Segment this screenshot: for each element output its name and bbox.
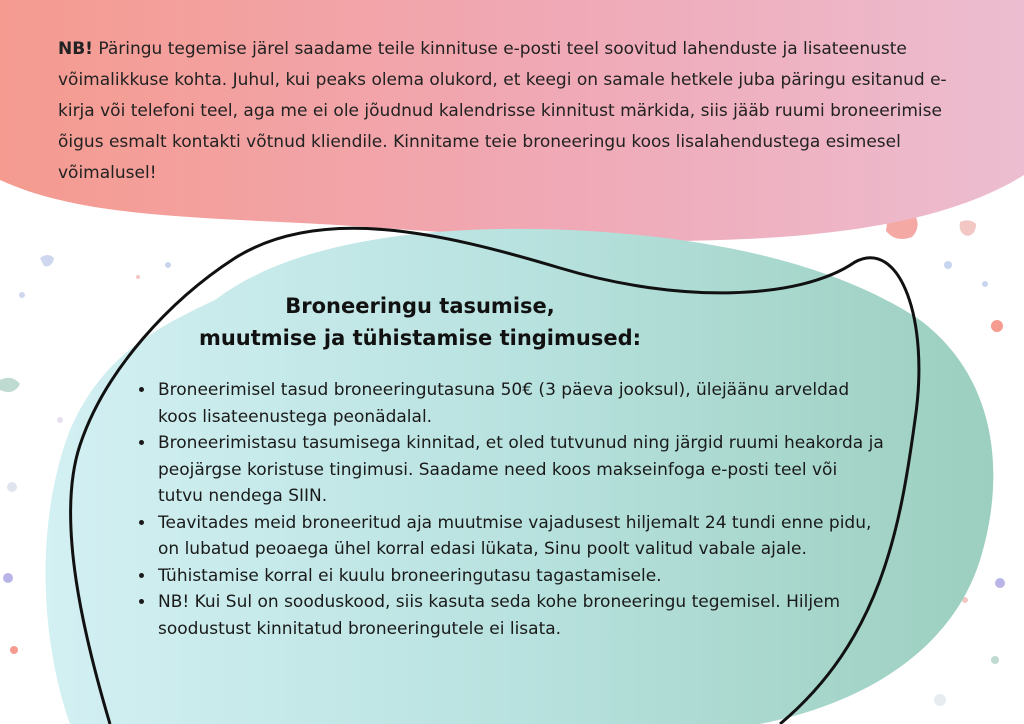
notice-label: NB!	[58, 39, 93, 59]
section-title	[150, 290, 690, 354]
terms-item: • Broneerimisel tasud broneeringutasuna 50€ (3 päeva jooksul), ülejäänu arveldad koos lisateenustega peonädalal.	[156, 377, 886, 430]
notice-text: Päringu tegemise järel saadame teile kinnituse e-posti teel soovitud lahenduste ja lisateenuste võimalikkuse kohta. Juhul, kui peaks olema olukord, et keegi on samale hetkele juba päringu esitanud e-kirja või telefoni teel, aga me ei ole jõudnud kalendrisse kinnitust märkida, siis jääb ruumi broneerimise õigus esmalt kontakti võtnud kliendile. Kinnitame teie broneeringu koos lisalahendustega esimesel võimalusel!	[58, 39, 947, 183]
terms-item: • Broneerimistasu tasumisega kinnitad, et oled tutvunud ning järgid ruumi heakorda ja peojärgse koristuse tingimusi. Saadame need koos makseinfoga e-posti teel või tutvu nendega SIIN.	[156, 430, 886, 510]
notice-paragraph	[58, 34, 968, 189]
section-title-line2: muutmise ja tühistamise tingimused:	[198, 326, 642, 350]
terms-item: • NB! Kui Sul on sooduskood, siis kasuta seda kohe broneeringu tegemisel. Hiljem soodustust kinnitatud broneeringutele ei lisata.	[156, 589, 886, 642]
section-title-line1: Broneeringu tasumise,	[285, 294, 555, 318]
terms-item: • Teavitades meid broneeritud aja muutmise vajadusest hiljemalt 24 tundi enne pidu, on lubatud peoaega ühel korral edasi lükata, Sinu poolt valitud vabale ajale.	[156, 510, 886, 563]
terms-list	[128, 377, 886, 642]
terms-item: • Tühistamise korral ei kuulu broneeringutasu tagastamisele.	[156, 563, 886, 590]
